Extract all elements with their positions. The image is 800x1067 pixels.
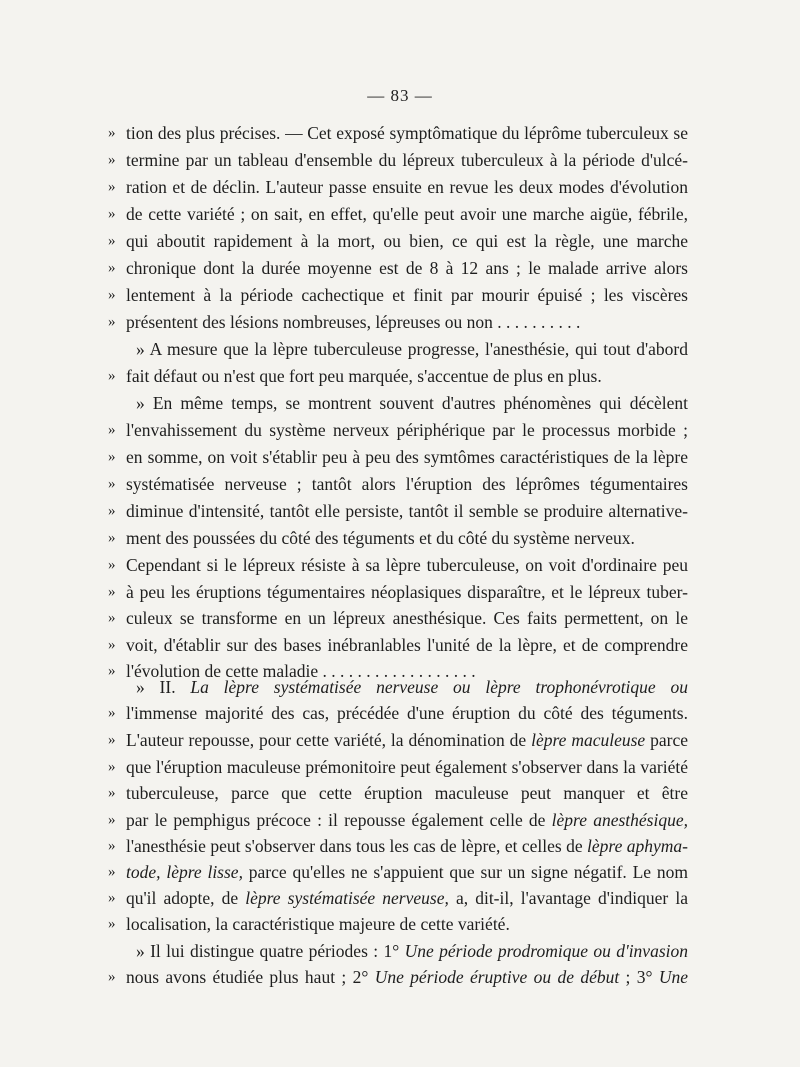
text-line [108, 255, 688, 281]
text-line: » L'auteur repousse, pour cette variété, la dénomination de lèpre maculeuse parce [108, 730, 688, 750]
text-line: » II. La lèpre systématisée nerveuse ou lèpre trophonévrotique ou [136, 677, 688, 697]
quote-mark: » [108, 314, 116, 330]
quote-mark: » [108, 584, 116, 600]
text-line: » nous avons étudiée plus haut ; 2° Une période éruptive ou de début ; 3° Une [108, 967, 688, 987]
page-number: — 83 — [367, 86, 433, 105]
text-line [108, 201, 688, 227]
quote-mark: » [108, 179, 116, 195]
line-text: ment des poussées du côté des téguments et du côté du système nerveux. [126, 528, 635, 548]
quote-mark: » [108, 233, 116, 249]
quote-mark: » [108, 422, 116, 438]
line-text: » A mesure que la lèpre tuberculeuse progresse, l'anesthésie, qui tout d'abord [136, 339, 688, 359]
text-line: » Il lui distingue quatre périodes : 1° Une période prodromique ou d'invasion [136, 941, 688, 961]
line-text: ration et de déclin. L'auteur passe ensuite en revue les deux modes d'évolution [126, 177, 688, 197]
quote-mark: » [108, 503, 116, 519]
text-line [108, 444, 688, 470]
line-text: diminue d'intensité, tantôt elle persiste, tantôt il semble se produire alternative- [126, 501, 688, 521]
line-text: en somme, on voit s'établir peu à peu des symtômes caractéristiques de la lèpre [126, 447, 688, 467]
text-line [108, 579, 688, 605]
line-text: l'évolution de cette maladie . . . . . . . . . . . . . . . . . . [126, 661, 476, 681]
text-line: » qu'il adopte, de lèpre systématisée nerveuse, a, dit-il, l'avantage d'indiquer la [108, 888, 688, 908]
quote-mark: » [108, 610, 116, 626]
text-line [108, 498, 688, 524]
quote-mark: » [108, 152, 116, 168]
text-line [108, 309, 688, 335]
line-text: lentement à la période cachectique et finit par mourir épuisé ; les viscères [126, 285, 688, 305]
line-text: Cependant si le lépreux résiste à sa lèpre tuberculeuse, on voit d'ordinaire peu [126, 555, 688, 575]
text-line [108, 471, 688, 497]
text-line: » par le pemphigus précoce : il repousse également celle de lèpre anesthésique, [108, 810, 688, 830]
quote-mark: » [108, 476, 116, 492]
text-line [108, 605, 688, 631]
quote-mark: » [108, 206, 116, 222]
line-text: l'envahissement du système nerveux périphérique par le processus morbide ; [126, 420, 688, 440]
quote-mark: » [108, 530, 116, 546]
line-text: présentent des lésions nombreuses, lépreuses ou non . . . . . . . . . . [126, 312, 581, 332]
text-line: » tuberculeuse, parce que cette éruption maculeuse peut manquer et être [108, 783, 688, 803]
text-line: » que l'éruption maculeuse prémonitoire peut également s'observer dans la variété [108, 757, 688, 777]
quote-mark: » [108, 449, 116, 465]
text-line [108, 282, 688, 308]
quote-mark: » [108, 368, 116, 384]
text-line [108, 228, 688, 254]
line-text: » En même temps, se montrent souvent d'autres phénomènes qui décèlent [136, 393, 688, 413]
text-line [108, 632, 688, 658]
text-line: » l'anesthésie peut s'observer dans tous les cas de lèpre, et celles de lèpre aphyma- [108, 836, 688, 856]
line-text: chronique dont la durée moyenne est de 8 à 12 ans ; le malade arrive alors [126, 258, 688, 278]
line-text: tion des plus précises. — Cet exposé symptômatique du léprôme tuberculeux se [126, 123, 688, 143]
text-line [108, 363, 688, 389]
line-text: de cette variété ; on sait, en effet, qu'elle peut avoir une marche aigüe, fébrile, [126, 204, 688, 224]
text-line [108, 336, 688, 362]
line-text: fait défaut ou n'est que fort peu marquée, s'accentue de plus en plus. [126, 366, 602, 386]
line-text: à peu les éruptions tégumentaires néoplasiques disparaître, et le lépreux tuber- [126, 582, 688, 602]
text-line: » l'immense majorité des cas, précédée d'une éruption du côté des téguments. [108, 703, 688, 723]
text-line [108, 525, 688, 551]
quote-mark: » [108, 663, 116, 679]
line-text: termine par un tableau d'ensemble du lépreux tuberculeux à la période d'ulcé- [126, 150, 688, 170]
text-line [108, 390, 688, 416]
quote-mark: » [108, 287, 116, 303]
quote-mark: » [108, 637, 116, 653]
line-text: qui aboutit rapidement à la mort, ou bien, ce qui est la règle, une marche [126, 231, 688, 251]
text-line [108, 417, 688, 443]
quote-mark: » [108, 125, 116, 141]
line-text: culeux se transforme en un lépreux anesthésique. Ces faits permettent, on le [126, 608, 688, 628]
text-line [108, 147, 688, 173]
quote-mark: » [108, 557, 116, 573]
line-text: systématisée nerveuse ; tantôt alors l'éruption des léprômes tégumentaires [126, 474, 688, 494]
line-text: voit, d'établir sur des bases inébranlables l'unité de la lèpre, et de comprendre [126, 635, 688, 655]
text-line [108, 552, 688, 578]
text-line: » tode, lèpre lisse, parce qu'elles ne s'appuient que sur un signe négatif. Le nom [108, 862, 688, 882]
quote-mark: » [108, 260, 116, 276]
text-line: » localisation, la caractéristique majeure de cette variété. [108, 914, 510, 934]
text-line [108, 174, 688, 200]
text-line [108, 120, 688, 146]
